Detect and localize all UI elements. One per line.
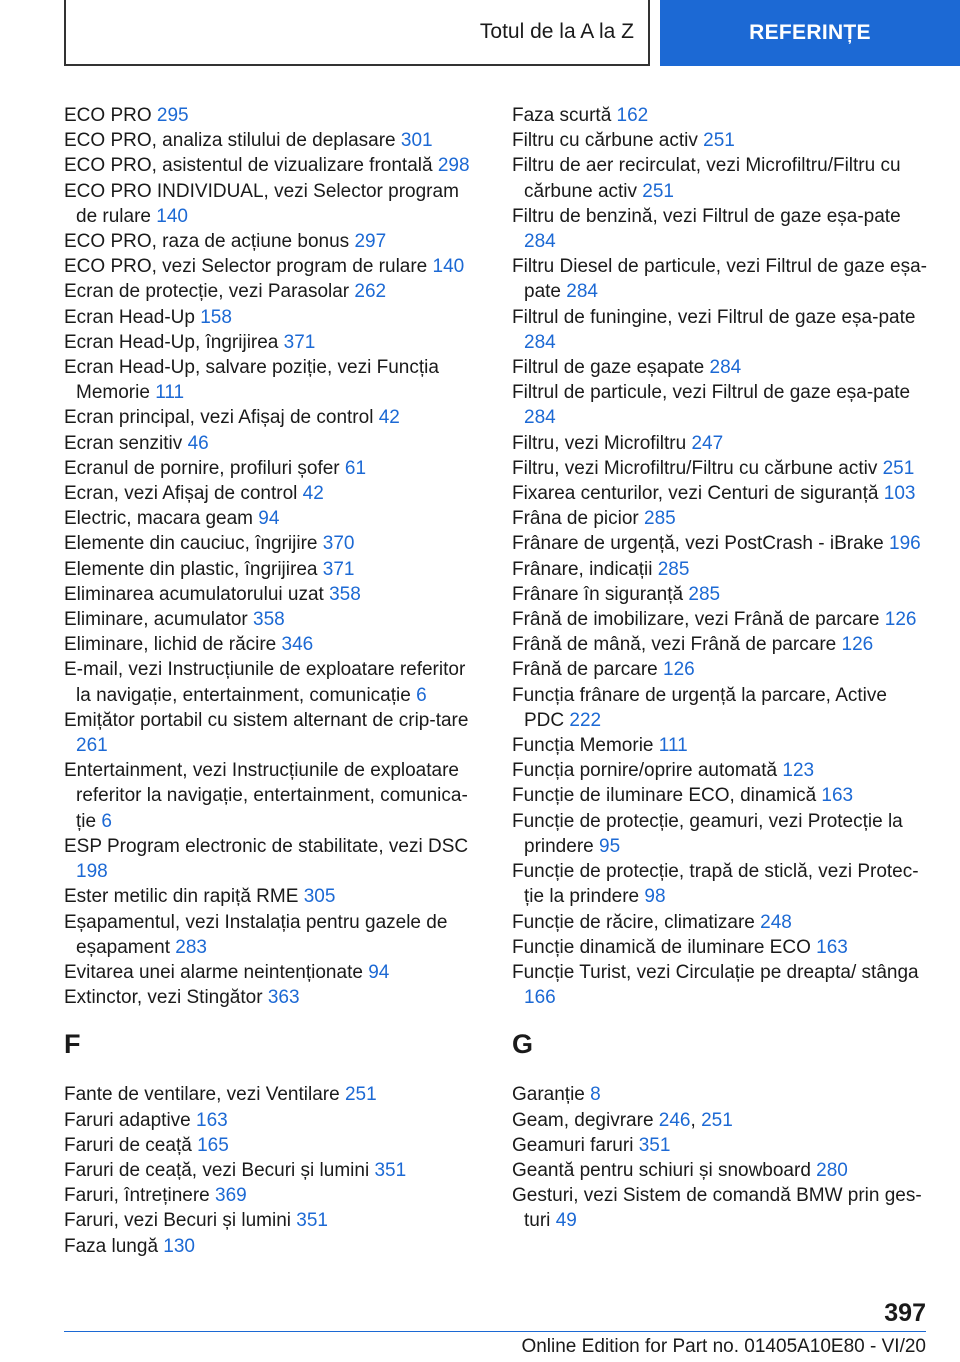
index-entry-text: Ecran de protecție, vezi Parasolar [64,281,350,303]
index-entry [512,506,932,531]
page-link[interactable]: 371 [322,558,355,580]
index-entry-text: Ecran Head-Up [64,306,195,328]
page-link[interactable]: 94 [258,508,280,530]
index-entry [512,657,932,682]
index-entry [64,708,484,758]
index-entry-text: Frână de parcare [512,659,658,681]
page-link[interactable]: 42 [378,407,400,429]
index-entry-text: Eliminare, acumulator [64,609,248,631]
index-entry-text: Frână de imobilizare, vezi Frână de parcare [512,609,880,631]
page-link[interactable]: 222 [569,709,602,731]
index-entry [512,103,932,128]
page-number: 397 [884,1299,926,1327]
index-entry [64,657,484,707]
page-link[interactable]: 6 [416,684,427,706]
index-entry-text: Ester metilic din rapiță RME [64,886,299,908]
header-chapter-title: Totul de la A la Z [479,20,634,43]
index-entry [64,834,484,884]
page-link[interactable]: 251 [701,1109,733,1131]
index-entry [512,632,932,657]
index-entry-text: Frânare în siguranță [512,583,684,605]
header-chapter-box [64,0,650,66]
index-entry [64,758,484,834]
index-entry [64,884,484,909]
index-entry-text: Faza lungă [64,1235,159,1257]
page-link[interactable]: 297 [354,231,387,253]
index-entry-text: Funcție de iluminare ECO, dinamică [512,785,817,807]
footer-divider [64,1331,926,1332]
index-entry-text: Ecran Head-Up, îngrijirea [64,331,279,353]
index-entry [512,456,932,481]
page-link[interactable]: 284 [524,331,556,353]
index-entry-text: Faza scurtă [512,105,612,126]
index-entry-text: Funcție Turist, vezi Circulație pe dreapta/ stânga [512,961,919,983]
index-entry [512,582,932,607]
section-letter: G [512,1029,534,1060]
index-entry [64,1133,484,1158]
page-link[interactable]: 166 [524,987,556,1009]
page-link[interactable]: 358 [253,609,285,631]
page-link[interactable]: 198 [76,861,108,883]
page-link[interactable]: 285 [644,508,676,530]
index-entry-text: Funcția frânare de urgență la parcare, Active PDC [512,684,887,731]
page-link[interactable]: 371 [283,331,316,353]
page-link[interactable]: 301 [400,130,433,152]
index-entry-text: Filtrul de particule, vezi Filtrul de gaze eșa-pate [512,382,911,404]
index-entry-text: Frâna de picior [512,508,639,530]
index-entry [512,809,932,859]
page-link[interactable]: 94 [368,961,390,983]
header-section-label: REFERINȚE [749,21,871,44]
index-entry-text: Filtrul de funingine, vezi Filtrul de gaze eșa-pate [512,306,916,328]
index-entry-text: Funcție de protecție, trapă de sticlă, vezi Protec-ție la prindere [512,861,919,908]
index-entry-text: Funcția pornire/oprire automată [512,760,778,782]
page-link[interactable]: 140 [432,256,465,278]
index-entry-text: Extinctor, vezi Stingător [64,987,263,1009]
page-header [0,0,960,66]
index-entry [64,481,484,506]
index-entry-text: Funcție dinamică de iluminare ECO [512,936,811,958]
index-entry-text: Garanție [512,1084,585,1106]
index-entry-text: Faruri, întreținere [64,1185,210,1207]
index-entry [512,355,932,380]
page-link[interactable]: 111 [155,382,185,404]
index-entry-text: Frânare de urgență, vezi PostCrash - iBrake [512,533,884,555]
index-entry-text: Emițător portabil cu sistem alternant de crip-tare [64,709,469,731]
page-link[interactable]: 247 [691,432,724,454]
page-link[interactable]: 163 [816,936,848,958]
index-entry-text: Frână de mână, vezi Frână de parcare [512,634,837,656]
index-entry [512,153,932,203]
index-entry [512,683,932,733]
index-entry-text: Ecran Head-Up, salvare poziție, vezi Funcția Memorie [64,357,439,404]
index-entry-text: ECO PRO INDIVIDUAL, vezi Selector program de rulare [64,180,459,227]
index-entry [512,935,932,960]
page-link[interactable]: 61 [344,457,367,479]
index-entry-text: Elemente din plastic, îngrijirea [64,558,318,580]
index-entry [512,557,932,582]
page-link[interactable]: 123 [782,760,815,782]
index-entry [512,128,932,153]
page-link[interactable]: 298 [437,155,470,177]
index-entry-text: Ecran principal, vezi Afișaj de control [64,407,374,429]
index-entry [512,431,932,456]
index-entry [512,758,932,783]
index-column-left [64,103,484,1259]
index-entry [512,1082,932,1107]
index-entry [64,985,484,1010]
index-entry [64,607,484,632]
index-entry [64,1183,484,1208]
page-link[interactable]: 42 [302,483,324,505]
index-entry [512,733,932,758]
page-link[interactable]: 251 [703,130,735,152]
index-entry [512,1158,932,1183]
page-link[interactable]: 248 [760,911,792,933]
page-link[interactable]: 6 [101,810,112,832]
index-entry-text: Geamuri faruri [512,1134,634,1156]
page-link[interactable]: 351 [638,1134,671,1156]
index-entry [64,582,484,607]
index-entry [64,103,484,128]
page-link[interactable]: 158 [200,306,232,328]
index-entry [64,456,484,481]
index-entry-text: Funcția Memorie [512,735,654,757]
page-link[interactable]: 162 [616,105,649,126]
page-link[interactable]: 49 [555,1210,577,1232]
section-letter: F [64,1029,81,1060]
index-entry [64,632,484,657]
index-entry [64,1108,484,1133]
page-link[interactable]: 363 [267,987,300,1009]
index-entry-text: Filtru, vezi Microfiltru [512,432,687,454]
index-entry-text: Gesturi, vezi Sistem de comandă BMW prin ges-turi [512,1185,922,1232]
index-entry-text: Funcție de răcire, climatizare [512,911,755,933]
page-link[interactable]: 285 [688,583,721,605]
page-link[interactable]: 251 [344,1084,377,1106]
index-entry-text: Entertainment, vezi Instrucțiunile de exploatare referitor la navigație, entertainment, comunica-ție [64,760,468,832]
index-entry [64,305,484,330]
index-entry [512,380,932,430]
index-entry [64,531,484,556]
index-entry [64,405,484,430]
page-link[interactable]: 46 [187,432,209,454]
index-entry [64,910,484,960]
index-entry-text: Filtru de aer recirculat, vezi Microfiltru/Filtru cu cărbune activ [512,155,901,202]
page-link[interactable]: 8 [590,1084,601,1106]
index-entry-text: ECO PRO, raza de acțiune bonus [64,231,350,253]
page-link[interactable]: 126 [663,659,695,681]
page-link[interactable]: 246 [658,1109,691,1131]
index-entry [512,607,932,632]
page-link[interactable]: 284 [566,281,598,303]
index-entry-text: Funcție de protecție, geamuri, vezi Protecție la prindere [512,810,903,857]
page-link[interactable]: 305 [303,886,336,908]
page-link[interactable]: 295 [156,105,189,126]
page-link[interactable]: 358 [329,583,361,605]
page-link[interactable]: 111 [658,735,688,757]
index-entry [64,431,484,456]
page-link[interactable]: 284 [524,231,556,253]
index-entry-text: Faruri, vezi Becuri și lumini [64,1210,291,1232]
index-entry-text: Filtru cu cărbune activ [512,130,698,152]
index-entry-text: Filtrul de gaze eșapate [512,357,705,379]
index-entry-text: ECO PRO [64,105,152,126]
index-entry-text: Filtru Diesel de particule, vezi Filtrul de gaze eșa-pate [512,256,928,303]
index-entry [512,531,932,556]
index-entry [512,859,932,909]
page-link[interactable]: 140 [156,205,188,227]
index-entry-text: Elemente din cauciuc, îngrijire [64,533,318,555]
page-link[interactable]: 130 [163,1235,195,1257]
index-entry [512,1133,932,1158]
index-entry [64,128,484,153]
index-entry-text: Eșapamentul, vezi Instalația pentru gazele de eșapament [64,911,448,958]
page-link[interactable]: 346 [281,634,314,656]
page-link[interactable]: 284 [524,407,556,429]
index-entry [64,254,484,279]
index-entry-text: Faruri adaptive [64,1109,191,1131]
index-entry-text: Eliminarea acumulatorului uzat [64,583,324,605]
index-entry-text: Faruri de ceață, vezi Becuri și lumini [64,1159,370,1181]
page-link[interactable]: 103 [883,483,916,505]
index-entry [64,330,484,355]
index-entry [512,254,932,304]
header-section-tab[interactable] [660,0,960,66]
page-link[interactable]: 251 [882,457,915,479]
index-entry-text: ECO PRO, analiza stilului de deplasare [64,130,396,152]
index-entry [64,279,484,304]
index-entry [64,179,484,229]
index-entry [64,557,484,582]
page-link[interactable]: 351 [374,1159,407,1181]
page-link[interactable]: 163 [821,785,854,807]
page-link[interactable]: 351 [296,1210,328,1232]
page-link[interactable]: 251 [642,180,674,202]
page-link[interactable]: 165 [197,1134,229,1156]
index-entry-text: Fante de ventilare, vezi Ventilare [64,1084,340,1106]
index-entry-text: E-mail, vezi Instrucțiunile de exploatare referitor la navigație, entertainment, comunicație [64,659,466,706]
page-link[interactable]: 369 [215,1185,247,1207]
index-entry-text: Filtru, vezi Microfiltru/Filtru cu cărbune activ [512,457,878,479]
page-link[interactable]: 126 [841,634,874,656]
page-link[interactable]: 95 [599,835,621,857]
page-link[interactable]: 261 [76,735,108,757]
index-entry-text: Evitarea unei alarme neintenționate [64,961,363,983]
index-entry-text: Fixarea centurilor, vezi Centuri de siguranță [512,483,879,505]
page-link[interactable]: 163 [196,1109,228,1131]
index-entry-text: Frânare, indicații [512,558,653,580]
index-entry [512,910,932,935]
page-link[interactable]: 285 [657,558,690,580]
index-entry-text: ESP Program electronic de stabilitate, vezi DSC [64,835,469,857]
index-entry-text: Ecran, vezi Afișaj de control [64,483,298,505]
index-entry-text: Faruri de ceață [64,1134,192,1156]
page-link[interactable]: 262 [354,281,387,303]
page-link[interactable]: 126 [884,609,917,631]
page-link[interactable]: 370 [322,533,355,555]
index-entry-text: Ecran senzitiv [64,432,183,454]
index-entry [512,1183,932,1233]
index-entry [512,481,932,506]
index-entry-text: ECO PRO, vezi Selector program de rulare [64,256,428,278]
index-entry [64,1234,484,1259]
page-link[interactable]: 280 [816,1159,848,1181]
index-column-right [512,103,932,1234]
index-entry-text: Electric, macara geam [64,508,254,530]
index-entry [64,229,484,254]
index-entry [64,960,484,985]
index-entry [64,1208,484,1233]
page-link[interactable]: 283 [175,936,207,958]
index-entry-text: Geantă pentru schiuri și snowboard [512,1159,811,1181]
page-link[interactable]: 284 [709,357,742,379]
page-link[interactable]: 196 [889,533,921,555]
index-entry-text: Filtru de benzină, vezi Filtrul de gaze eșa-pate [512,205,901,227]
index-entry-text: Geam, degivrare [512,1109,654,1131]
index-entry [512,960,932,1010]
page-separator: , [690,1109,696,1131]
index-entry [512,305,932,355]
index-entry [64,506,484,531]
index-entry [64,1082,484,1107]
index-entry [512,1108,932,1133]
footer-edition: Online Edition for Part no. 01405A10E80 - VI/20 [521,1336,926,1357]
index-entry [512,783,932,808]
index-entry [512,204,932,254]
index-entry-text: Eliminare, lichid de răcire [64,634,277,656]
index-entry-text: Ecranul de pornire, profiluri șofer [64,457,340,479]
index-entry [64,355,484,405]
page-link[interactable]: 98 [644,886,666,908]
index-entry [64,1158,484,1183]
index-entry-text: ECO PRO, asistentul de vizualizare frontală [64,155,433,177]
index-entry [64,153,484,178]
